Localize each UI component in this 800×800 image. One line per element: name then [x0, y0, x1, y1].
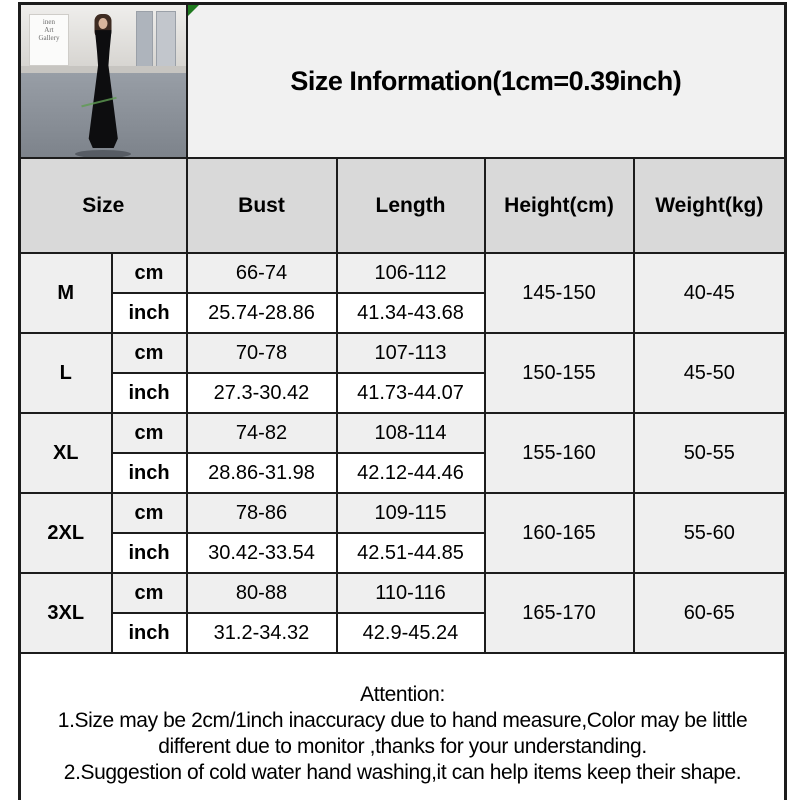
unit-label: cm	[112, 253, 187, 293]
length-inch-value: 42.9-45.24	[337, 613, 485, 653]
weight-value: 40-45	[634, 253, 786, 333]
model-figure	[77, 14, 129, 154]
page-title: Size Information(1cm=0.39inch)	[290, 65, 682, 96]
bust-cm-value: 74-82	[187, 413, 337, 453]
poster-line: Gallery	[38, 34, 60, 43]
unit-label: inch	[112, 533, 187, 573]
unit-label: cm	[112, 413, 187, 453]
size-label: XL	[20, 413, 112, 493]
poster-line: inen	[42, 18, 55, 27]
height-value: 145-150	[485, 253, 634, 333]
length-cm-value: 106-112	[337, 253, 485, 293]
col-header-height: Height(cm)	[485, 158, 634, 253]
attention-note-1: 1.Size may be 2cm/1inch inaccuracy due to hand measure,Color may be little different due to monitor ,thanks for your understanding.	[57, 709, 748, 758]
unit-label: inch	[112, 293, 187, 333]
product-photo-cell	[20, 4, 187, 159]
gallery-poster	[29, 14, 68, 66]
length-cm-value: 108-114	[337, 413, 485, 453]
bust-cm-value: 80-88	[187, 573, 337, 613]
cell-flag-icon	[188, 5, 199, 16]
product-photo	[21, 5, 186, 157]
unit-label: inch	[112, 613, 187, 653]
length-cm-value: 110-116	[337, 573, 485, 613]
title-cell	[187, 4, 786, 159]
bust-inch-value: 27.3-30.42	[187, 373, 337, 413]
col-header-bust: Bust	[187, 158, 337, 253]
length-inch-value: 41.34-43.68	[337, 293, 485, 333]
unit-label: cm	[112, 333, 187, 373]
height-value: 165-170	[485, 573, 634, 653]
bust-cm-value: 70-78	[187, 333, 337, 373]
table-row	[20, 253, 786, 293]
figure-face	[99, 18, 108, 29]
weight-value: 55-60	[634, 493, 786, 573]
size-label: 3XL	[20, 573, 112, 653]
size-label: 2XL	[20, 493, 112, 573]
table-row	[20, 333, 786, 373]
length-inch-value: 42.12-44.46	[337, 453, 485, 493]
bust-inch-value: 25.74-28.86	[187, 293, 337, 333]
height-value: 150-155	[485, 333, 634, 413]
attention-note-2: 2.Suggestion of cold water hand washing,it can help items keep their shape.	[63, 761, 742, 784]
col-header-weight: Weight(kg)	[634, 158, 786, 253]
figure-shadow	[75, 150, 131, 158]
length-inch-value: 41.73-44.07	[337, 373, 485, 413]
table-row	[20, 493, 786, 533]
poster-line: Art	[44, 26, 54, 35]
attention-cell	[20, 653, 786, 800]
bust-cm-value: 66-74	[187, 253, 337, 293]
weight-value: 50-55	[634, 413, 786, 493]
length-inch-value: 42.51-44.85	[337, 533, 485, 573]
bust-cm-value: 78-86	[187, 493, 337, 533]
unit-label: inch	[112, 373, 187, 413]
size-label: L	[20, 333, 112, 413]
col-header-length: Length	[337, 158, 485, 253]
bust-inch-value: 31.2-34.32	[187, 613, 337, 653]
black-dress-silhouette	[77, 30, 129, 148]
bust-inch-value: 28.86-31.98	[187, 453, 337, 493]
bust-inch-value: 30.42-33.54	[187, 533, 337, 573]
attention-heading: Attention:	[360, 683, 445, 706]
col-header-size: Size	[20, 158, 187, 253]
weight-value: 45-50	[634, 333, 786, 413]
table-row	[20, 413, 786, 453]
height-value: 155-160	[485, 413, 634, 493]
table-row	[20, 573, 786, 613]
banner-row	[20, 4, 786, 159]
length-cm-value: 107-113	[337, 333, 485, 373]
height-value: 160-165	[485, 493, 634, 573]
attention-row	[20, 653, 786, 800]
length-cm-value: 109-115	[337, 493, 485, 533]
size-information-table	[18, 2, 787, 800]
table-header-row	[20, 158, 786, 253]
photo-window-icon	[136, 11, 153, 68]
photo-window-icon	[156, 11, 176, 68]
unit-label: cm	[112, 493, 187, 533]
unit-label: cm	[112, 573, 187, 613]
weight-value: 60-65	[634, 573, 786, 653]
unit-label: inch	[112, 453, 187, 493]
size-label: M	[20, 253, 112, 333]
